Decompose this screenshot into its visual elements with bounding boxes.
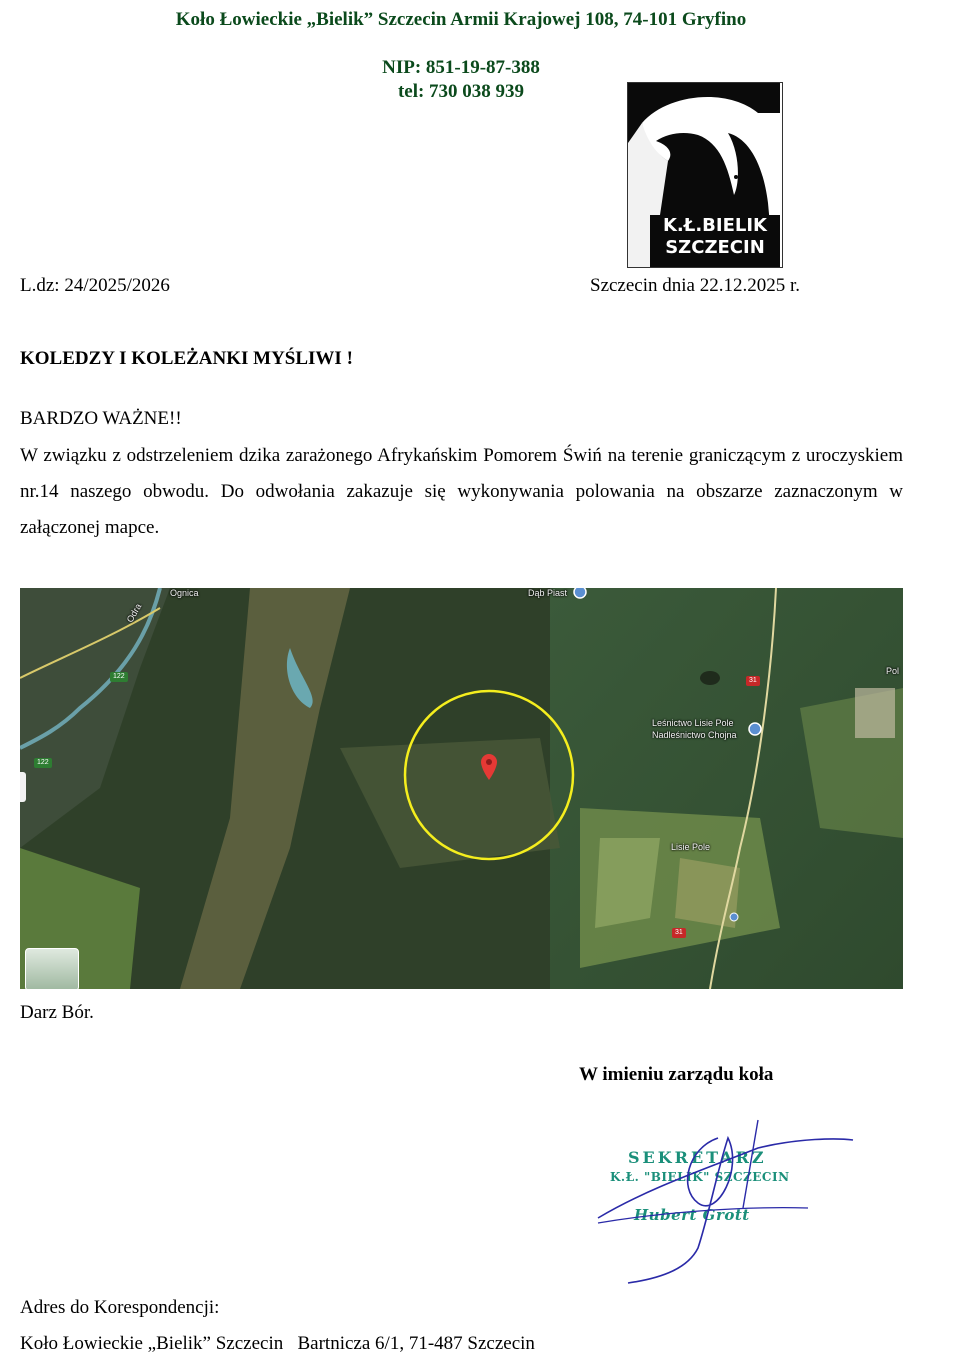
map-label-nadlesnictwo-chojna: Nadleśnictwo Chojna (652, 730, 737, 740)
correspondence-label: Adres do Korespondencji: (20, 1297, 220, 1318)
map-label-ognica: Ognica (170, 588, 199, 598)
road-badge-31: 31 (746, 676, 760, 686)
body-paragraph: W związku z odstrzeleniem dzika zarażonego Afrykańskim Pomorem Świń na terenie graniczącym z uroczyskiem nr.14 naszego obwodu. Do odwołania zakazuje się wykonywania polowania na obszarze zaznaczonym w załączonej mapce. (20, 445, 903, 538)
logo-caption-line2: SZCZECIN (665, 237, 765, 258)
phone-line: tel: 730 038 939 (397, 81, 525, 102)
road-badge-122: 122 (110, 672, 128, 682)
organization-header: Koło Łowieckie „Bielik” Szczecin Armii Krajowej 108, 74-101 Gryfino (175, 9, 747, 30)
map-layer-switch-button[interactable] (25, 948, 79, 989)
salutation: KOLEDZY I KOLEŻANKI MYŚLIWI ! (20, 348, 353, 369)
logo-caption-line1: K.Ł.BIELIK (662, 215, 767, 236)
important-notice: BARDZO WAŻNE!! (20, 408, 182, 429)
map-label-odra: Odra (124, 601, 144, 625)
map-label-lesnictwo: Leśnictwo Lisie Pole (652, 718, 734, 728)
signature-title: W imieniu zarządu koła (579, 1064, 774, 1085)
stamp-name: Hubert Grott (634, 1206, 750, 1224)
satellite-map[interactable] (20, 588, 903, 989)
map-label-dab-piast: Dąb Piast (528, 588, 568, 598)
stamp-title: SEKRETARZ (628, 1148, 767, 1167)
letter-date: Szczecin dnia 22.12.2025 r. (590, 275, 801, 296)
club-logo (627, 82, 783, 268)
signature-stamp (568, 1108, 868, 1288)
correspondence-address: Koło Łowieckie „Bielik” Szczecin Bartnicza 6/1, 71-487 Szczecin (20, 1333, 535, 1354)
stamp-organization: K.Ł. "BIELIK" SZCZECIN (610, 1170, 790, 1184)
reference-number: L.dz: 24/2025/2026 (20, 275, 170, 296)
map-label-lisie-pole: Lisie Pole (671, 842, 711, 852)
nip-line: NIP: 851-19-87-388 (382, 57, 540, 78)
road-badge-31-second: 31 (672, 928, 686, 938)
map-side-panel-toggle[interactable] (20, 772, 26, 802)
map-imagery (20, 588, 903, 989)
map-label-pol: Pol (886, 666, 900, 676)
logo-caption (650, 215, 780, 267)
closing-greeting: Darz Bór. (20, 1002, 94, 1023)
handwritten-signature (568, 1108, 868, 1288)
road-badge-122-second: 122 (34, 758, 52, 768)
